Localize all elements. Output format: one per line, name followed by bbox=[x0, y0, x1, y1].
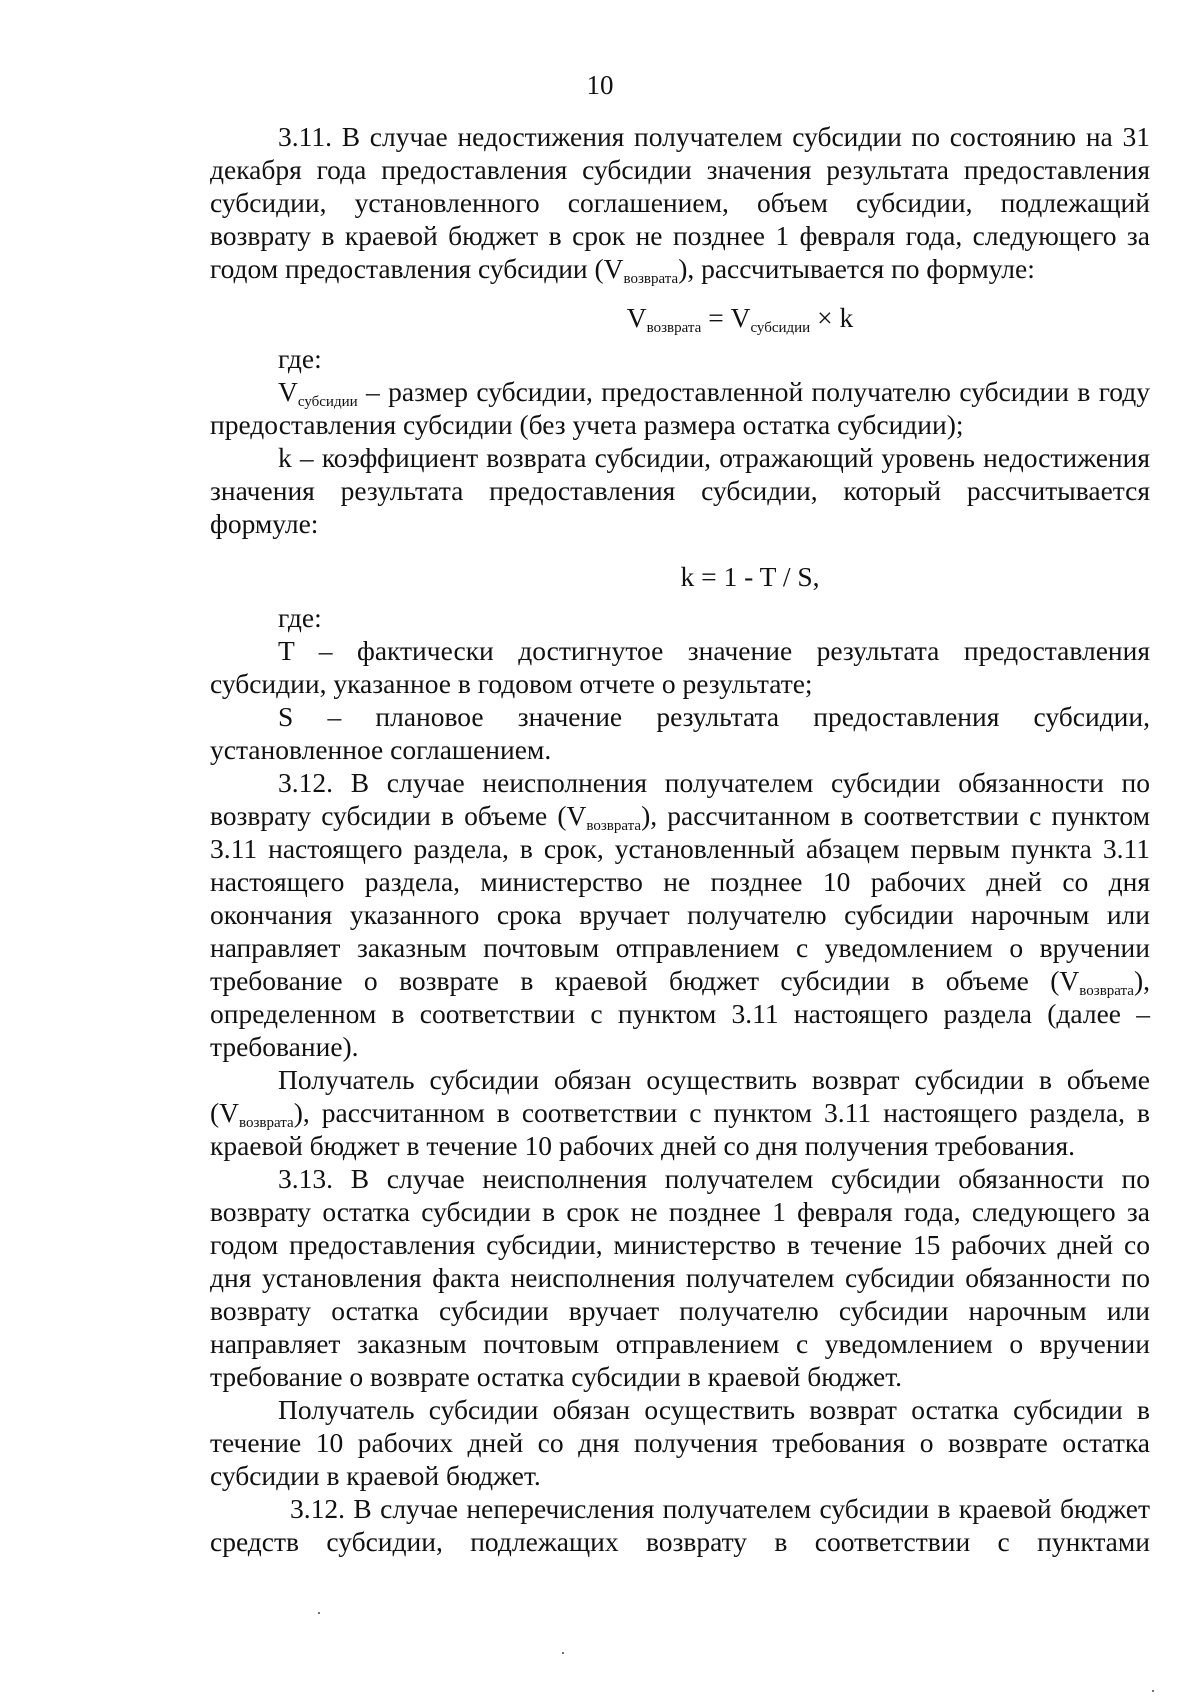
scan-speck bbox=[1152, 1690, 1154, 1692]
paragraph-3-12: 3.12. В случае неисполнения получателем субсидии обязанности по возврату субсидии в объеме $(V_{возврата})$, рассчитанном в соответствии с пунктом 3.11 настоящего раздела, в срок, установленный абзацем первым пункта 3.11 настоящего раздела, министерство не позднее 10 рабочих дней со дня окончания указанного срока вручает получателю субсидии нарочным или направляет заказным почтовым отправлением с уведомлением о вручении требование о возврате в краевой бюджет субсидии в объеме $(V_{возврата})$, определенном в соответствии с пунктом 3.11 настоящего раздела (далее – требование). bbox=[210, 767, 1150, 1062]
where-label-1: где: bbox=[278, 343, 322, 374]
definition-s: S – плановое значение результата предоставления субсидии, установленное соглашением. bbox=[210, 701, 1150, 765]
paragraph-3-13-obligation: Получатель субсидии обязан осуществить возврат остатка субсидии в течение 10 рабочих дней со дня получения требования о возврате остатка субсидии в краевой бюджет. bbox=[210, 1394, 1150, 1491]
scan-speck bbox=[562, 1652, 564, 1654]
document-body bbox=[210, 120, 1150, 1558]
definition-t: T – фактически достигнутое значение результата предоставления субсидии, указанное в годовом отчете о результате; bbox=[210, 635, 1150, 699]
definition-v-subsidy: $V_{субсидии}$ – размер субсидии, предоставленной получателю субсидии в году предоставления субсидии (без учета размера остатка субсидии); bbox=[210, 376, 1150, 440]
scan-speck bbox=[318, 1612, 320, 1614]
page-number: 10 bbox=[586, 70, 614, 100]
definition-k: k – коэффициент возврата субсидии, отражающий уровень недостижения значения результата предоставления субсидии, который рассчитывается формуле: bbox=[210, 442, 1150, 539]
paragraph-3-12-nontransfer: 3.12. В случае неперечисления получателем субсидии в краевой бюджет средств субсидии, подлежащих возврату в соответствии с пунктами bbox=[210, 1493, 1150, 1557]
where-label-2: где: bbox=[278, 602, 322, 633]
paragraph-3-13: 3.13. В случае неисполнения получателем субсидии обязанности по возврату остатка субсидии в срок не позднее 1 февраля года, следующего за годом предоставления субсидии, министерство в течение 15 рабочих дней со дня установления факта неисполнения получателем субсидии обязанности по возврату остатка субсидии вручает получателю субсидии нарочным или направляет заказным почтовым отправлением с уведомлением о вручении требование о возврате остатка субсидии в краевой бюджет. bbox=[210, 1163, 1150, 1392]
paragraph-3-12-obligation: Получатель субсидии обязан осуществить возврат субсидии в объеме $(V_{возврата})$, рассчитанном в соответствии с пунктом 3.11 настоящего раздела, в краевой бюджет в течение 10 рабочих дней со дня получения требования. bbox=[210, 1064, 1150, 1161]
paragraph-3-11: 3.11. В случае недостижения получателем субсидии по состоянию на 31 декабря года предоставления субсидии значения результата предоставления субсидии, установленного соглашением, объем субсидии, подлежащий возврату в краевой бюджет в срок не позднее 1 февраля года, следующего за годом предоставления субсидии $(V_{возврата})$, рассчитывается по формуле: bbox=[210, 121, 1150, 287]
formula-v-return: $V_{возврата} = V_{субсидии} \times k$ bbox=[626, 302, 854, 336]
formula-k: k = 1 - T / S, bbox=[680, 561, 820, 592]
